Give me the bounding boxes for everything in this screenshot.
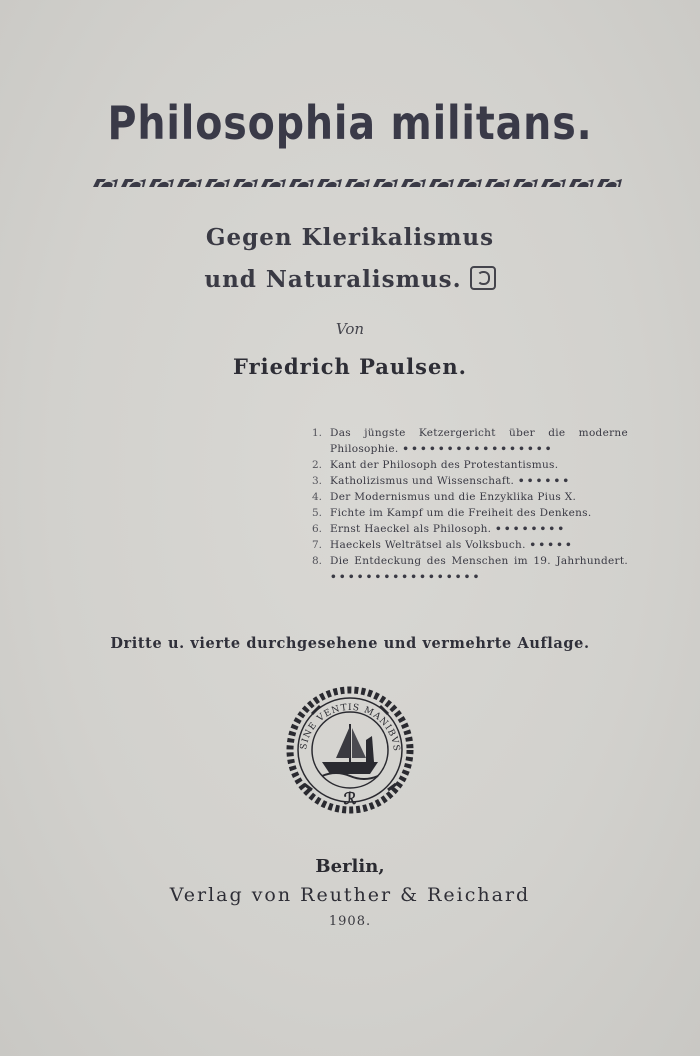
decorative-border-icon [92, 177, 624, 189]
entry-leader-dots: ••••••••••••••••• [402, 443, 554, 455]
subtitle-line-1: Gegen Klerikalismus [205, 224, 495, 251]
contents-entry [312, 505, 628, 521]
entry-number: 3. [312, 475, 323, 487]
contents-entry [312, 457, 628, 473]
contents-entry [312, 489, 628, 505]
entry-leader-dots: •••••• [517, 475, 572, 487]
entry-number: 5. [312, 507, 323, 519]
entry-number: 4. [312, 491, 323, 503]
book-title: Philosophia militans. [107, 96, 593, 150]
imprint-year: 1908. [328, 914, 372, 929]
edition-statement: Dritte u. vierte durchgesehene und vermehrte Auflage. [110, 635, 590, 652]
entry-number: 7. [312, 539, 323, 551]
entry-number: 8. [312, 555, 323, 567]
entry-leader-dots: •••••••• [494, 523, 567, 535]
entry-number: 6. [312, 523, 323, 535]
contents-entry [312, 521, 628, 537]
author-name: Friedrich Paulsen. [233, 354, 467, 379]
subtitle-line-2 [0, 266, 700, 293]
entry-number: 2. [312, 459, 323, 471]
entry-leader-dots: ••••••••••••••••• [330, 571, 482, 583]
subtitle-line-2-text: und Naturalismus. [204, 266, 462, 293]
contents-entry [312, 537, 628, 553]
contents-entry [312, 425, 628, 457]
entry-title: Fichte im Kampf um die Freiheit des Denkens. [330, 507, 592, 519]
entry-leader-dots: ••••• [529, 539, 574, 551]
byline-von: Von [335, 320, 365, 338]
publisher-ship-emblem-icon [282, 684, 418, 820]
contents-entry [312, 473, 628, 489]
entry-title: Die Entdeckung des Menschen im 19. Jahrhundert. [330, 555, 628, 567]
imprint-city: Berlin, [315, 856, 385, 877]
entry-title: Kant der Philosoph des Protestantismus. [330, 459, 559, 471]
ornament-box-icon [470, 266, 496, 290]
svg-text:SINE VENTIS MANIBVS: SINE VENTIS MANIBVS [299, 702, 402, 753]
entry-title: Ernst Haeckel als Philosoph. [330, 523, 492, 535]
svg-text:ℛ: ℛ [343, 789, 357, 808]
contents-list [312, 425, 628, 585]
imprint-publisher: Verlag von Reuther & Reichard [169, 884, 531, 906]
entry-title: Katholizismus und Wissenschaft. [330, 475, 515, 487]
entry-title: Der Modernismus und die Enzyklika Pius X. [330, 491, 577, 503]
entry-number: 1. [312, 427, 323, 439]
contents-entry [312, 553, 628, 585]
entry-title: Haeckels Welträtsel als Volksbuch. [330, 539, 526, 551]
entry-title: Das jüngste Ketzergericht über die moderne Philosophie. [330, 427, 628, 455]
